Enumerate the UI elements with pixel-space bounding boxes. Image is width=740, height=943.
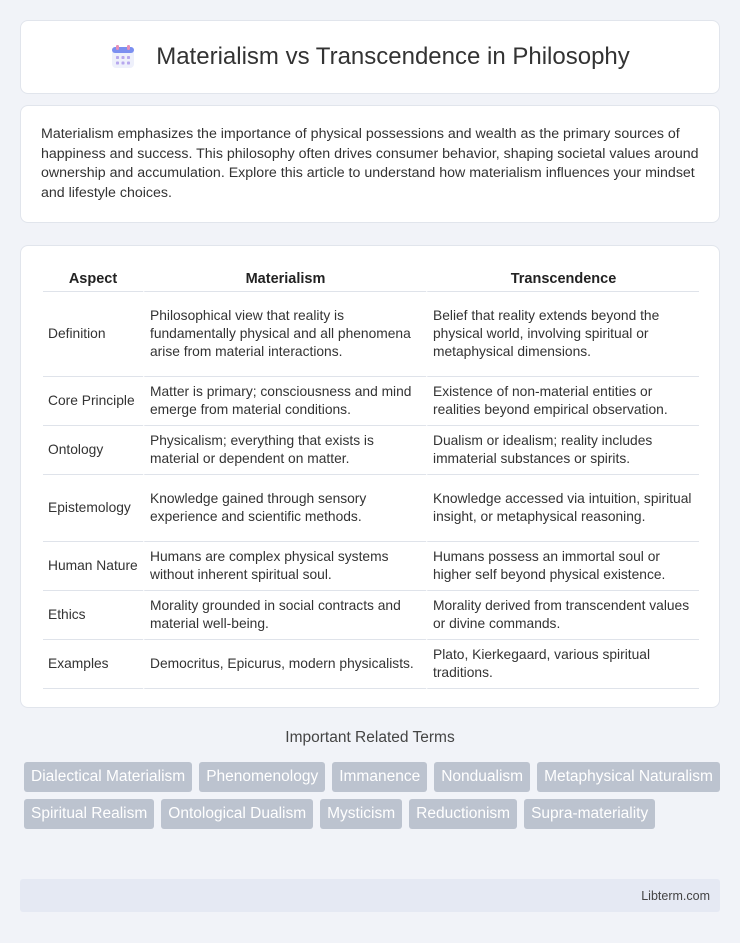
tag-mysticism[interactable]: Mysticism	[320, 799, 402, 829]
comparison-table	[43, 266, 699, 689]
table-row	[43, 377, 699, 426]
row-materialism: Morality grounded in social contracts and material well-being.	[143, 591, 426, 640]
related-terms-title: Important Related Terms	[285, 729, 455, 746]
row-transcendence: Plato, Kierkegaard, various spiritual traditions.	[426, 640, 699, 689]
tag-phenomenology[interactable]: Phenomenology	[199, 762, 325, 792]
row-aspect: Core Principle	[43, 377, 143, 426]
header-transcendence: Transcendence	[426, 266, 699, 292]
table-row	[43, 292, 699, 377]
title-card	[20, 20, 720, 94]
row-materialism: Democritus, Epicurus, modern physicalists.	[143, 640, 426, 689]
row-transcendence: Dualism or idealism; reality includes immaterial substances or spirits.	[426, 426, 699, 475]
footer-site-link[interactable]: Libterm.com	[641, 888, 710, 903]
row-materialism: Humans are complex physical systems without inherent spiritual soul.	[143, 542, 426, 591]
tag-reductionism[interactable]: Reductionism	[409, 799, 517, 829]
footer	[20, 879, 720, 912]
row-aspect: Definition	[43, 292, 143, 377]
tag-immanence[interactable]: Immanence	[332, 762, 427, 792]
calendar-icon	[110, 44, 136, 70]
row-transcendence: Belief that reality extends beyond the physical world, involving spiritual or metaphysical dimensions.	[426, 292, 699, 377]
row-transcendence: Humans possess an immortal soul or higher self beyond physical existence.	[426, 542, 699, 591]
intro-card	[20, 105, 720, 223]
row-aspect: Ethics	[43, 591, 143, 640]
row-aspect: Human Nature	[43, 542, 143, 591]
header-materialism: Materialism	[143, 266, 426, 292]
intro-text: Materialism emphasizes the importance of physical possessions and wealth as the primary sources of happiness and success. This philosophy often drives consumer behavior, shaping societal values around ownership and accumulation. Explore this article to understand how materialism influences your mindset and lifestyle choices.	[41, 126, 699, 201]
tag-spiritual-realism[interactable]: Spiritual Realism	[24, 799, 154, 829]
tag-supra-materiality[interactable]: Supra-materiality	[524, 799, 655, 829]
header-aspect: Aspect	[43, 266, 143, 292]
row-materialism: Philosophical view that reality is fundamentally physical and all phenomena arise from material interactions.	[143, 292, 426, 377]
related-terms-list	[24, 762, 724, 829]
table-row	[43, 542, 699, 591]
row-transcendence: Morality derived from transcendent values or divine commands.	[426, 591, 699, 640]
row-materialism: Physicalism; everything that exists is material or dependent on matter.	[143, 426, 426, 475]
tag-metaphysical-naturalism[interactable]: Metaphysical Naturalism	[537, 762, 720, 792]
tag-ontological-dualism[interactable]: Ontological Dualism	[161, 799, 313, 829]
row-transcendence: Knowledge accessed via intuition, spiritual insight, or metaphysical reasoning.	[426, 475, 699, 542]
row-aspect: Epistemology	[43, 475, 143, 542]
row-aspect: Ontology	[43, 426, 143, 475]
tag-nondualism[interactable]: Nondualism	[434, 762, 530, 792]
table-row	[43, 640, 699, 689]
row-aspect: Examples	[43, 640, 143, 689]
row-materialism: Knowledge gained through sensory experience and scientific methods.	[143, 475, 426, 542]
tag-dialectical-materialism[interactable]: Dialectical Materialism	[24, 762, 192, 792]
table-row	[43, 475, 699, 542]
table-row	[43, 591, 699, 640]
comparison-card	[20, 245, 720, 708]
row-materialism: Matter is primary; consciousness and mind emerge from material conditions.	[143, 377, 426, 426]
table-row	[43, 426, 699, 475]
table-header-row	[43, 266, 699, 292]
row-transcendence: Existence of non-material entities or realities beyond empirical observation.	[426, 377, 699, 426]
page-title: Materialism vs Transcendence in Philosophy	[156, 43, 630, 70]
